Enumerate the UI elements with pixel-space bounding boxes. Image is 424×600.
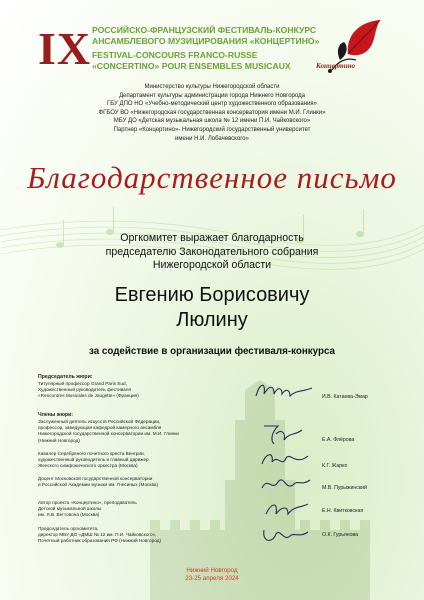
- organizer-line: ФГБОУ ВО «Нижегородская государственная консерватория имени М.И. Глинки»: [98, 109, 326, 116]
- signature-icon: [256, 474, 312, 496]
- jury-members-label: Члены жюри:: [38, 412, 73, 418]
- credential-line: Кавалер Серебряного почетного креста Венгрии,: [38, 451, 145, 456]
- credential-line: Женского симфонического оркестра (Москва): [38, 463, 138, 469]
- festival-title-fr-line: «CONCERTINO» POUR ENSEMBLES MUSICAUX: [92, 61, 291, 71]
- credential-line: Почетный работник образования РФ (Нижний Новгород): [38, 538, 162, 544]
- signature-icon: [258, 524, 310, 548]
- credential-line: Председатель оргкомитета,: [38, 526, 99, 531]
- credential-line: Титулярный профессор Grand Paris Sud,: [38, 381, 127, 386]
- festival-edition-number: IX: [38, 23, 92, 74]
- organizer-line: имени Н.И. Лобачевского»: [175, 135, 249, 142]
- organizers-list: [0, 83, 424, 143]
- message-line: председателю Законодательного собрания: [105, 245, 319, 258]
- footer-city: Нижний Новгород: [186, 567, 238, 574]
- credential-line: Нижегородской государственной консерватории им. М.И. Глинки: [38, 431, 179, 437]
- jury-member-name: Е.А. Флёрова: [322, 437, 355, 443]
- jury-member-name: М.В. Пурыжинский: [322, 485, 367, 491]
- festival-title-ru-line: АНСАМБЛЕВОГО МУЗИЦИРОВАНИЯ «КОНЦЕРТИНО»: [92, 36, 320, 46]
- credential-line: им. Л.В. Вегтовона (Москва): [38, 512, 100, 518]
- organizer-line: Министерство культуры Нижегородской области: [144, 84, 280, 90]
- message-line: Оргкомитет выражает благодарность: [120, 232, 304, 244]
- organizer-line: МБУ ДО «Детская музыкальная школа № 12 имени П.И. Чайковского»: [113, 118, 311, 125]
- credential-line: художественный руководитель и главный дирижер: [38, 457, 149, 463]
- jury-member-name: Е.Н. Квитковская: [322, 508, 364, 514]
- credential-line: профессор, заведующая кафедрой камерного ансамбля: [38, 425, 162, 431]
- festival-title-ru-line: РОССИЙСКО-ФРАНЦУЗСКИЙ ФЕСТИВАЛЬ-КОНКУРС: [92, 25, 317, 35]
- message-line: Нижегородской области: [152, 259, 272, 272]
- signature-icon: [252, 378, 316, 404]
- jury-chair-label: Председатель жюри:: [38, 374, 93, 380]
- credential-line: и Российской Академии музыки им. Гнесиных (Москва): [38, 482, 159, 488]
- credential-line: Детской музыкальной школы: [38, 506, 102, 512]
- jury-member-name: О.К. Гурьянова: [322, 532, 359, 538]
- footer-location-dates: [0, 567, 424, 583]
- gratitude-reason: за содействие в организации фестиваля-конкурса: [88, 346, 335, 357]
- organizer-line: Департамент культуры администрации города Нижнего Новгорода: [119, 92, 305, 99]
- credential-line: директор МБУ ДО «ДМШ № 12 им. П.И. Чайковского»,: [38, 532, 157, 538]
- signature-icon: [258, 420, 308, 448]
- recipient-name: [0, 283, 424, 333]
- organizer-line: Партнер «Концертино»- Нижегородский государственный университет: [113, 126, 311, 133]
- credential-line: (Нижний Новгород): [38, 437, 80, 443]
- signature-icon: [262, 498, 310, 522]
- credential-line: «Rencontres Musicales de Jaugette» (Франция): [38, 393, 139, 399]
- credential-line: Художественный руководитель фестиваля: [38, 387, 132, 393]
- jury-member: [38, 500, 268, 519]
- festival-title-ru: [92, 25, 352, 47]
- signature-icon: [256, 448, 312, 472]
- logo-text: Концертино: [316, 62, 355, 70]
- organizer-line: ГБУ ДПО НО «Учебно-методический центр художественного образования»: [106, 101, 318, 108]
- footer-dates: 23-25 апреля 2024: [185, 575, 239, 582]
- gratitude-message: [0, 232, 424, 273]
- festival-title-fr-line: FESTIVAL-CONCOURS FRANCO-RUSSE: [92, 50, 258, 60]
- jury-chair-credentials: [38, 381, 268, 400]
- letter-title: Благодарственное письмо: [27, 160, 397, 195]
- credential-line: Автор проекта «Концертино», преподаватель: [38, 500, 137, 505]
- jury-member: [38, 526, 268, 545]
- credential-line: Заслуженный деятель искусств Российской Федерации,: [38, 419, 161, 424]
- festival-title-fr: [92, 50, 352, 72]
- jury-member: [38, 419, 268, 444]
- jury-chair-name: И.В. Катаева-Эмар: [322, 394, 368, 400]
- jury-member: [38, 451, 268, 470]
- recipient-surname-line: Люлину: [176, 309, 248, 331]
- credential-line: Доцент Московской государственной консерватории: [38, 476, 153, 481]
- jury-member-name: К.Г. Жарко: [322, 463, 348, 469]
- jury-member: [38, 476, 268, 488]
- recipient-name-line: Евгению Борисовичу: [114, 284, 310, 306]
